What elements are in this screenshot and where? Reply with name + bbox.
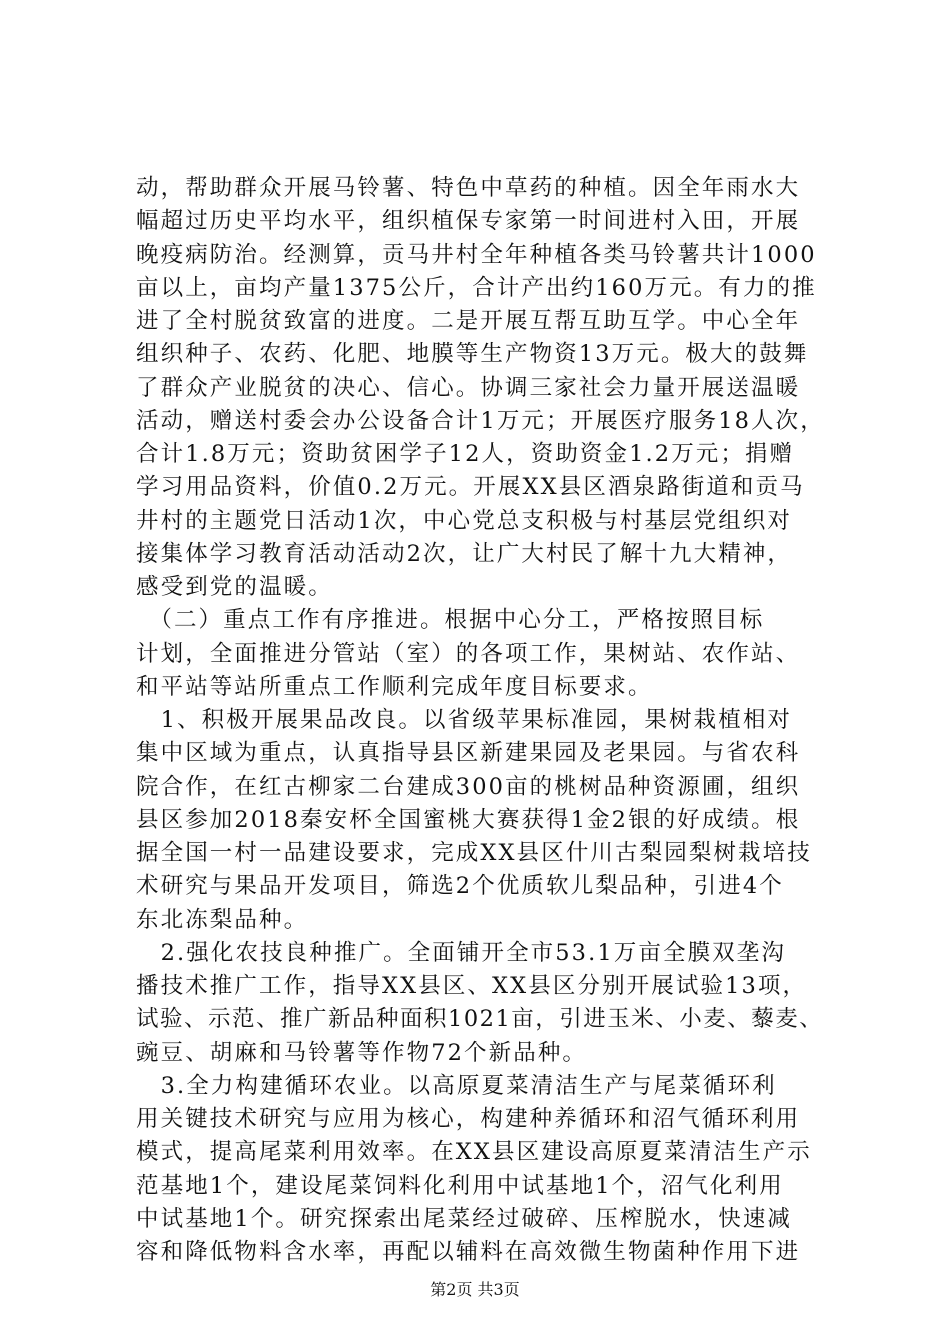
text-line: （二）重点工作有序推进。根据中心分工，严格按照目标 — [136, 607, 765, 634]
text-line: 活动，赠送村委会办公设备合计1万元；开展医疗服务18人次， — [136, 407, 825, 434]
text-line: 中试基地1个。研究探索出尾菜经过破碎、压榨脱水，快速减 — [136, 1205, 793, 1232]
text-line: 2.强化农技良种推广。全面铺开全市53.1万亩全膜双垄沟 — [136, 939, 786, 966]
text-line: 1、积极开展果品改良。以省级苹果标准园，果树栽植相对 — [136, 707, 793, 733]
text-line: 据全国一村一品建设要求，完成XX县区什川古梨园梨树栽培技 — [136, 840, 812, 866]
text-line: 和平站等站所重点工作顺利完成年度目标要求。 — [136, 673, 653, 700]
text-line: 院合作，在红古柳家二台建成300亩的桃树品种资源圃，组织 — [136, 773, 801, 800]
text-line: 亩以上，亩均产量1375公斤，合计产出约160万元。有力的推 — [136, 274, 817, 301]
text-line: 东北冻梨品种。 — [136, 906, 309, 933]
text-line: 晚疫病防治。经测算，贡马井村全年种植各类马铃薯共计1000 — [136, 241, 817, 268]
text-line: 计划，全面推进分管站（室）的各项工作，果树站、农作站、 — [136, 640, 801, 667]
text-line: 模式，提高尾菜利用效率。在XX县区建设高原夏菜清洁生产示 — [136, 1139, 812, 1166]
document-body — [136, 172, 826, 1269]
text-line: 组织种子、农药、化肥、地膜等生产物资13万元。极大的鼓舞 — [136, 341, 809, 368]
text-line: 进了全村脱贫致富的进度。二是开展互帮互助互学。中心全年 — [136, 308, 801, 334]
text-line: 合计1.8万元；资助贫困学子12人，资助资金1.2万元；捐赠 — [136, 441, 795, 467]
text-line: 接集体学习教育活动活动2次，让广大村民了解十九大精神， — [136, 540, 793, 567]
text-line: 县区参加2018秦安杯全国蜜桃大赛获得1金2银的好成绩。根 — [136, 806, 801, 833]
text-line: 感受到党的温暖。 — [136, 574, 333, 600]
text-line: 集中区域为重点，认真指导县区新建果园及老果园。与省农科 — [136, 740, 801, 767]
text-line: 豌豆、胡麻和马铃薯等作物72个新品种。 — [136, 1039, 588, 1066]
text-line: 幅超过历史平均水平，组织植保专家第一时间进村入田，开展 — [136, 208, 801, 235]
text-line: 用关键技术研究与应用为核心，构建种养循环和沼气循环利用 — [136, 1106, 801, 1132]
text-line: 容和降低物料含水率，再配以辅料在高效微生物菌种作用下进 — [136, 1239, 801, 1265]
text-line: 术研究与果品开发项目，筛选2个优质软儿梨品种，引进4个 — [136, 873, 784, 900]
text-line: 播技术推广工作，指导XX县区、XX县区分别开展试验13项， — [136, 973, 808, 999]
text-line: 动，帮助群众开展马铃薯、特色中草药的种植。因全年雨水大 — [136, 175, 801, 201]
text-line: 范基地1个，建设尾菜饲料化利用中试基地1个，沼气化利用 — [136, 1172, 784, 1199]
text-line: 了群众产业脱贫的决心、信心。协调三家社会力量开展送温暖 — [136, 374, 801, 401]
text-line: 3.全力构建循环农业。以高原夏菜清洁生产与尾菜循环利 — [136, 1072, 777, 1099]
text-line: 试验、示范、推广新品种面积1021亩，引进玉米、小麦、藜麦、 — [136, 1006, 824, 1033]
page-footer: 第2页 共3页 — [430, 1280, 520, 1299]
text-line: 学习用品资料，价值0.2万元。开展XX县区酒泉路街道和贡马 — [136, 474, 805, 501]
text-line: 井村的主题党日活动1次，中心党总支积极与村基层党组织对 — [136, 507, 793, 534]
